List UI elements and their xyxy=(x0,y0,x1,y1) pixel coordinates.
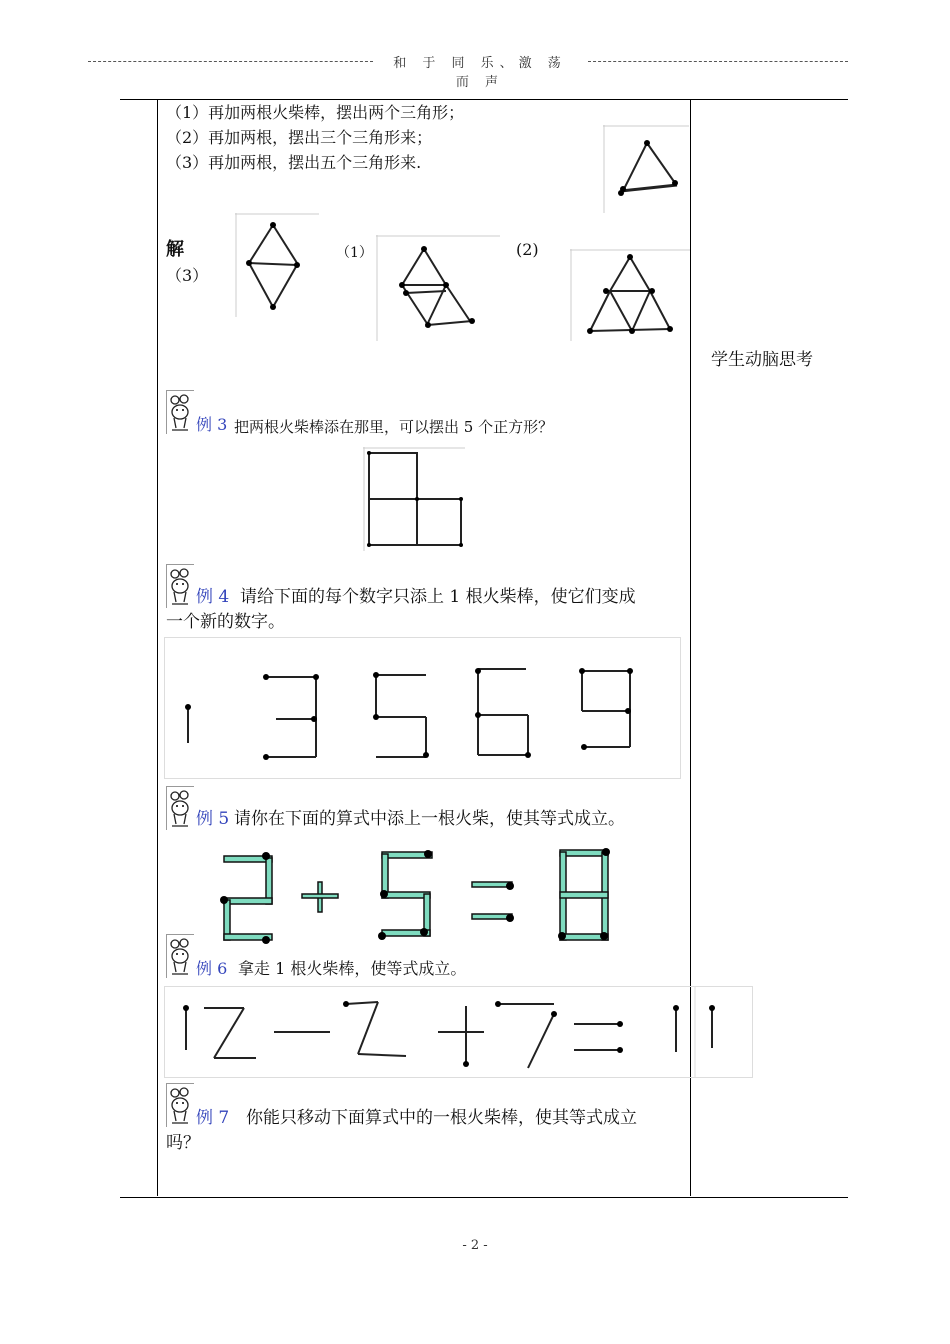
table-divider-left xyxy=(157,99,158,1196)
squares-figure xyxy=(363,447,465,551)
example-4-text-1: 请给下面的每个数字只添上 1 根火柴棒，使它们变成 xyxy=(240,587,636,607)
equation-figure-example-6 xyxy=(164,986,754,1078)
mouse-icon xyxy=(166,390,194,434)
example-5-text: 请你在下面的算式中添上一根火柴，使其等式成立。 xyxy=(234,809,625,829)
solution-2-label: (2) xyxy=(516,240,539,259)
five-triangles-figure xyxy=(570,249,690,341)
solution-label: 解 xyxy=(166,239,184,260)
mouse-icon xyxy=(166,786,194,830)
example-3-text: 把两根火柴棒添在那里，可以摆出 5 个正方形？ xyxy=(234,418,554,436)
matchstick-digits-figure xyxy=(164,637,682,779)
single-triangle-figure xyxy=(603,125,689,213)
mouse-icon xyxy=(166,1083,194,1127)
page-number: - 2 - xyxy=(462,1238,488,1253)
example-3-label: 例 3 xyxy=(196,415,228,434)
three-triangles-figure xyxy=(376,235,500,341)
example-4-text-2: 一个新的数字。 xyxy=(166,612,285,632)
equation-2-plus-5-equals-8 xyxy=(210,842,620,946)
problem-2: （2）再加两根，摆出三个三角形来； xyxy=(166,128,433,147)
mouse-icon xyxy=(166,934,194,978)
example-6-label: 例 6 xyxy=(196,959,228,978)
solution-1-label: （1） xyxy=(336,245,373,261)
header-rule-right xyxy=(588,61,848,62)
example-5-label: 例 5 xyxy=(196,809,230,829)
side-note: 学生动脑思考 xyxy=(711,350,813,370)
example-7-text-1: 你能只移动下面算式中的一根火柴棒，使其等式成立 xyxy=(246,1108,637,1128)
example-4-label: 例 4 xyxy=(196,587,230,607)
solution-3-label: （3） xyxy=(166,266,209,285)
two-triangles-figure xyxy=(235,213,319,317)
mouse-icon xyxy=(166,564,194,608)
example-7-text-2: 吗？ xyxy=(166,1133,200,1153)
problem-1: （1）再加两根火柴棒，摆出两个三角形； xyxy=(166,103,465,122)
problem-3: （3）再加两根，摆出五个三角形来. xyxy=(166,153,422,172)
header-title: 和 于 同 乐、激 荡 而 声 xyxy=(393,56,567,90)
example-6-text: 拿走 1 根火柴棒，使等式成立。 xyxy=(238,959,467,978)
header-rule-left xyxy=(88,61,373,62)
example-7-label: 例 7 xyxy=(196,1108,230,1128)
